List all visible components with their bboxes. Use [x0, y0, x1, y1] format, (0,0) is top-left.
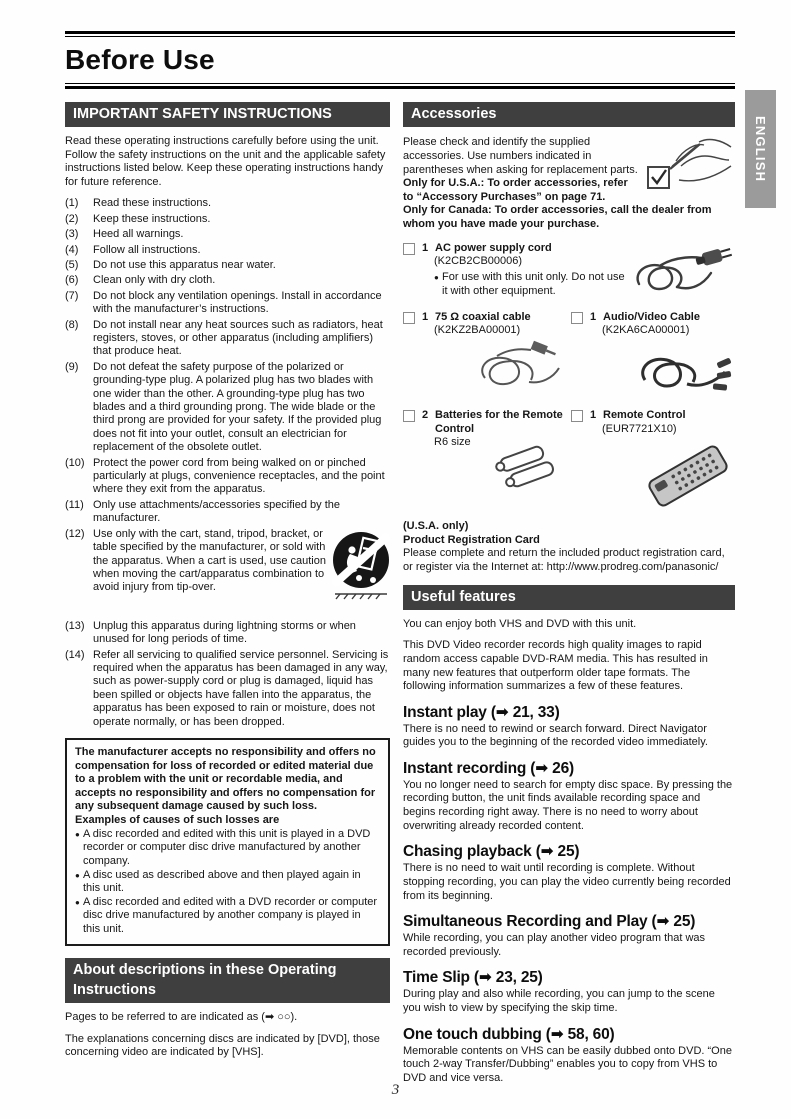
feature-title-instant-recording: Instant recording (➡ 26) [403, 759, 574, 777]
accessory-item-coaxial-cable: 1 75 Ω coaxial cable (K2KZ2BA00001) [403, 311, 571, 400]
checkbox[interactable] [403, 410, 415, 422]
accessory-item-power-cord: 1 AC power supply cord (K2CB2CB00006) ● For use with this unit only. Do not use it with other equipment. [403, 242, 735, 302]
liability-notice-text: The manufacturer accepts no responsibility and offers no compensation for loss of recorded or edited material due to a problem with the unit or recordable media, and accepts no responsibility and offers no compensation for any subsequent damage caused by such loss. [75, 745, 376, 813]
coaxial-cable-illustration [471, 340, 571, 396]
feature-title-simultaneous-rec-play: Simultaneous Recording and Play (➡ 25) [403, 913, 696, 931]
safety-instruction: (14) Refer all servicing to qualified service personnel. Servicing is required when the apparatus has been damaged in any way, such as power-supply cord or plug is damaged, liquid has been spilled or objects have fallen into the apparatus, the apparatus has been exposed to rain or moisture, does not operate normally, or has been dropped. [65, 648, 389, 728]
safety-instruction: (5) Do not use this apparatus near water. [65, 258, 276, 271]
safety-instruction: (6) Clean only with dry cloth. [65, 274, 216, 287]
safety-instruction: (2) Keep these instructions. [65, 212, 211, 225]
title-rule-bottom [65, 83, 735, 89]
part-number: (K2CB2CB00006) [434, 255, 523, 268]
liability-example: ● A disc recorded and edited with a DVD recorder or computer disc drive manufactured by another company is played in this unit. [75, 895, 378, 936]
features-intro-1: You can enjoy both VHS and DVD with this unit. [403, 617, 637, 630]
page-title: Before Use [65, 44, 215, 75]
liability-example: ● A disc used as described above and then played again in this unit. [75, 868, 361, 895]
feature-title-chasing-playback: Chasing playback (➡ 25) [403, 843, 580, 861]
feature-body: Memorable contents on VHS can be easily dubbed onto DVD. “One touch 2-way Transfer/Dubbing” enables you to copy from VHS to DVD and vice versa. [403, 1044, 732, 1084]
left-column [65, 102, 390, 1086]
usa-only-label: (U.S.A. only) [403, 520, 469, 533]
safety-instruction: (1) Read these instructions. [65, 197, 212, 210]
safety-instruction-list [65, 197, 390, 729]
feature-title-instant-play: Instant play (➡ 21, 33) [403, 703, 560, 721]
part-number: (K2KA6CA00001) [602, 324, 690, 337]
features-section-header [403, 585, 735, 610]
safety-instruction: (4) Follow all instructions. [65, 243, 201, 256]
bullet-icon: ● [434, 272, 439, 282]
feature-body: While recording, you can play another video program that was recorded previously. [403, 932, 706, 958]
accessories-section-header [403, 102, 735, 127]
accessories-canada-order-note: Only for Canada: To order accessories, call the dealer from whom you have made your purchase. [403, 204, 712, 231]
bullet-icon: ● [75, 829, 80, 839]
safety-instruction: (9) Do not defeat the safety purpose of the polarized or grounding-type plug. A polarized plug has two blades with one wider than the other. A grounding-type plug has two blades and a third grounding prong. The wide blade or the third prong are provided for your safety. If the provided plug does not fit into your outlet, consult an electrician for replacement of the obsolete outlet. [65, 360, 382, 454]
accessory-row-cables [403, 311, 735, 400]
feature-title-time-slip: Time Slip (➡ 23, 25) [403, 969, 543, 987]
accessories-header-label: Accessories [411, 106, 497, 122]
liability-notice-box [65, 738, 390, 946]
safety-instruction: (7) Do not block any ventilation openings. Install in accordance with the manufacturer’s instructions. [65, 289, 382, 316]
checkbox[interactable] [571, 312, 583, 324]
features-header-label: Useful features [411, 588, 516, 605]
safety-header-label: IMPORTANT SAFETY INSTRUCTIONS [73, 106, 332, 122]
accessory-row-remote [403, 409, 735, 510]
cart-tip-over-warning-icon [332, 528, 390, 616]
right-column [403, 102, 735, 1086]
about-paragraph-media: The explanations concerning discs are indicated by [DVD], those concerning video are indicated by [VHS]. [65, 1032, 380, 1059]
checkmark-pencil-illustration [645, 136, 735, 192]
accessory-item-batteries: 2 Batteries for the Remote Control R6 size [403, 409, 571, 510]
checkbox[interactable] [403, 243, 415, 255]
power-cord-illustration [631, 242, 735, 302]
feature-title-one-touch-dubbing: One touch dubbing (➡ 58, 60) [403, 1025, 615, 1043]
safety-instruction: (11) Only use attachments/accessories specified by the manufacturer. [65, 498, 341, 525]
about-section-header [65, 958, 390, 1004]
liability-example: ● A disc recorded and edited with this unit is played in a DVD recorder or computer disc drive manufactured by another company. [75, 827, 371, 867]
registration-card-text: Please complete and return the included product registration card, or register via the Internet at: http://www.prodreg.com/panasonic/ [403, 547, 725, 574]
bullet-icon: ● [75, 870, 80, 880]
accessory-item-remote-control: 1 Remote Control (EUR7721X10) [571, 409, 735, 510]
accessories-intro-text: Please check and identify the supplied accessories. Use numbers indicated in parentheses when asking for replacement parts. [403, 136, 638, 176]
safety-instruction: (3) Heed all warnings. [65, 228, 184, 241]
feature-list [403, 703, 735, 1086]
av-cable-illustration [633, 340, 735, 400]
remote-control-illustration [641, 438, 735, 510]
liability-examples-list [75, 828, 380, 937]
title-rule-top [65, 31, 735, 37]
feature-body: During play and also while recording, you can jump to the scene you wish to view by specifying the skip time. [403, 988, 715, 1015]
checkbox[interactable] [571, 410, 583, 422]
feature-body: You no longer need to search for empty disc space. By pressing the recording button, the unit finds available recording space and begins recording right away. There is no need to worry about overwriting already recorded content. [403, 778, 733, 832]
safety-instruction: (13) Unplug this apparatus during lightning storms or when unused for long periods of time. [65, 619, 356, 646]
about-paragraph-pages: Pages to be referred to are indicated as (➡ ○○). [65, 1011, 298, 1024]
about-header-label: About descriptions in these Operating Instructions [73, 961, 337, 998]
batteries-illustration [489, 439, 565, 495]
safety-intro-paragraph: Read these operating instructions carefully before using the unit. Follow the safety instructions on the unit and the applicable safety instructions listed below. Keep these operating instructions handy for future reference. [65, 135, 386, 188]
feature-body: There is no need to wait until recording is complete. Without stopping recording, you can play the video currently being recorded from its beginning. [403, 862, 731, 902]
accessories-intro [403, 136, 735, 231]
safety-instruction: (12) Use only with the cart, stand, tripod, bracket, or table specified by the manufacturer, or sold with the apparatus. When a cart is used, use caution when moving the cart/apparatus combination to avoid injury from tip-over. [65, 528, 390, 618]
two-column-layout [65, 102, 735, 1086]
safety-instruction: (10) Protect the power cord from being walked on or pinched particularly at plugs, convenience receptacles, and the point where they exit from the apparatus. [65, 456, 385, 496]
language-tab-english: ENGLISH [745, 90, 776, 208]
battery-size: R6 size [434, 436, 471, 449]
liability-examples-title: Examples of causes of such losses are [75, 814, 280, 827]
safety-instruction: (8) Do not install near any heat sources such as radiators, heat registers, stoves, or other apparatus (including amplifiers) that produce heat. [65, 318, 383, 358]
feature-body: There is no need to rewind or search forward. Direct Navigator guides you to the beginning of the recorded video immediately. [403, 722, 708, 749]
accessories-usa-order-note: Only for U.S.A.: To order accessories, refer to “Accessory Purchases” on page 71. [403, 177, 628, 203]
checkbox[interactable] [403, 312, 415, 324]
registration-card-title: Product Registration Card [403, 533, 540, 546]
accessory-item-av-cable: 1 Audio/Video Cable (K2KA6CA00001) [571, 311, 735, 400]
registration-block [403, 520, 735, 575]
page-number: 3 [391, 1082, 400, 1098]
safety-section-header [65, 102, 390, 127]
features-intro-2: This DVD Video recorder records high quality images to rapid random access capable DVD-RAM media. This has resulted in many new features that outperform older tape formats. The following information summarizes a few of these features. [403, 639, 708, 693]
bullet-icon: ● [75, 897, 80, 907]
manual-page-content [65, 31, 735, 1086]
part-number: (K2KZ2BA00001) [434, 324, 521, 337]
part-number: (EUR7721X10) [602, 422, 677, 435]
